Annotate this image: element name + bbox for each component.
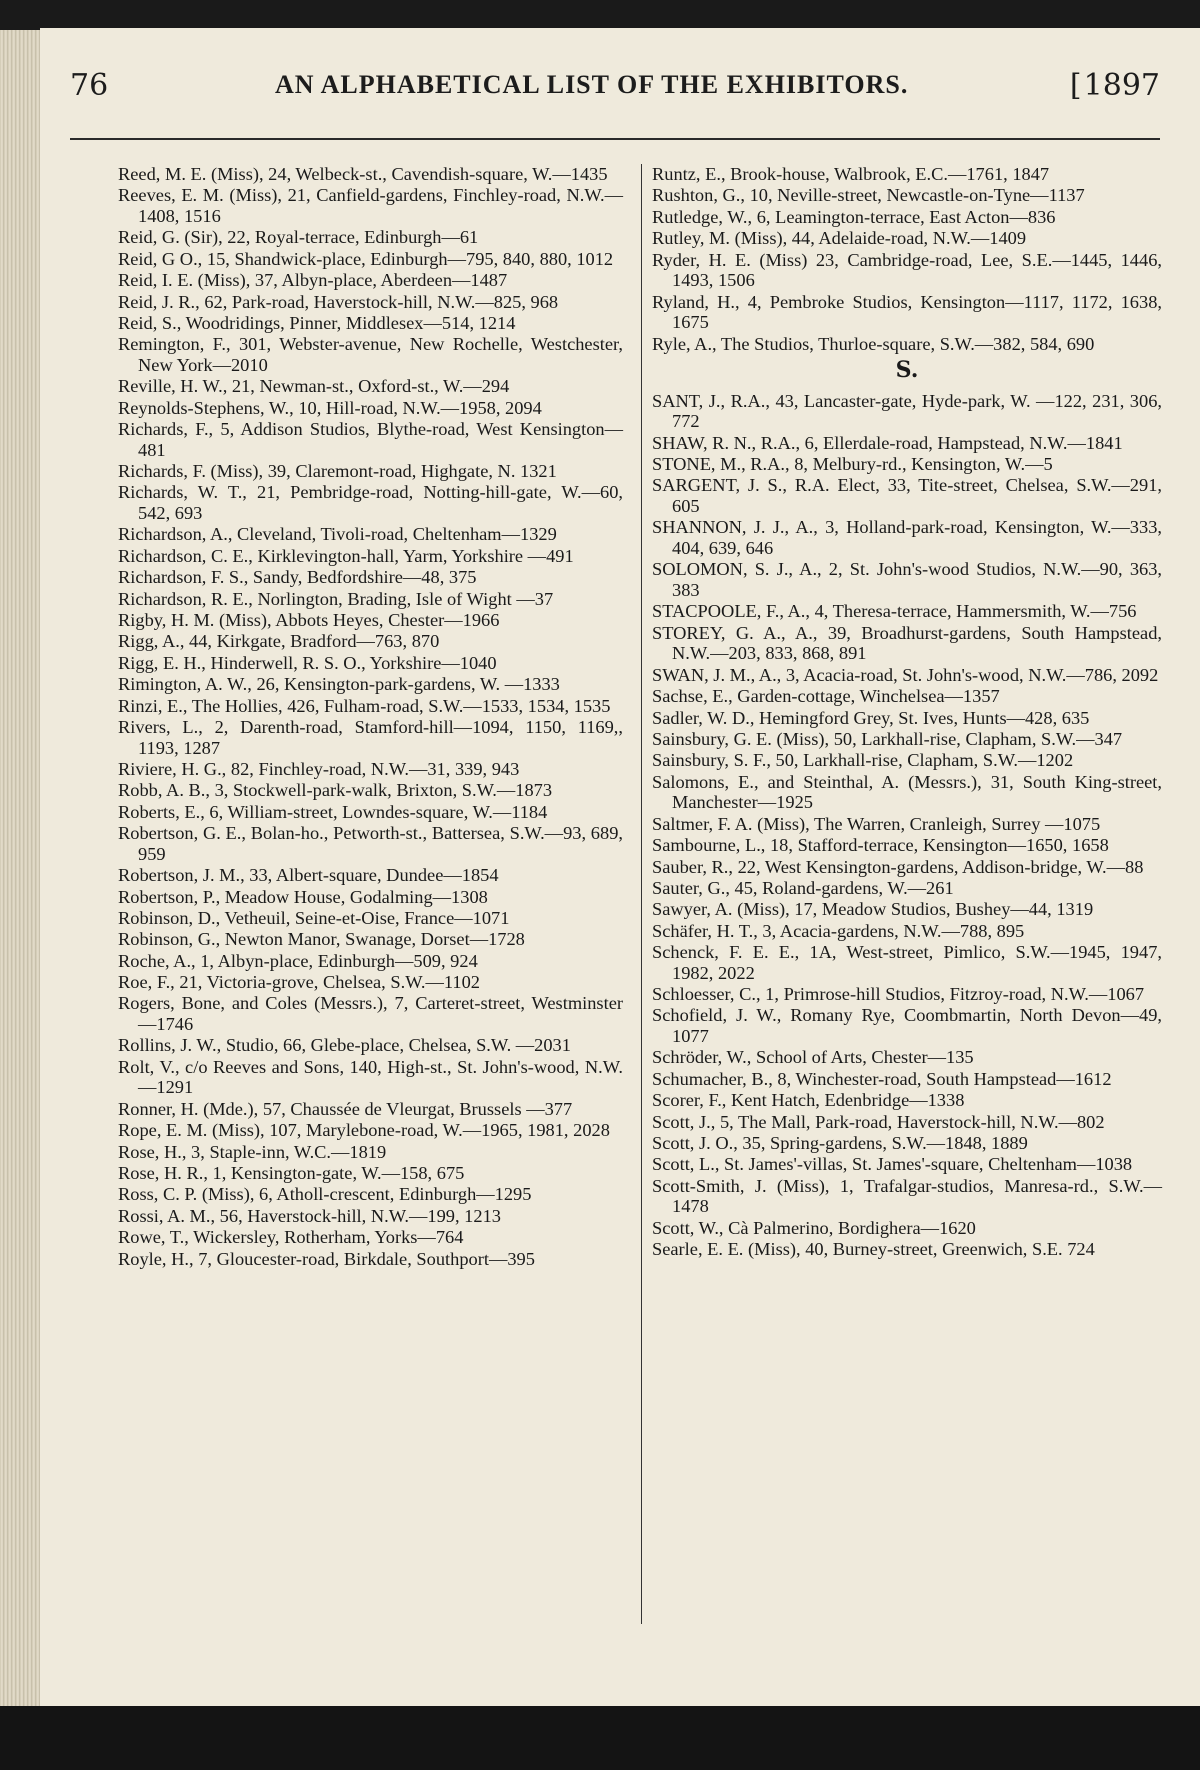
- list-item: Roche, A., 1, Albyn-place, Edinburgh—509, 924: [118, 950, 478, 971]
- list-item: Salomons, E., and Steinthal, A. (Messrs.), 31, South King-street, Manchester—1925: [652, 771, 1162, 813]
- list-item: Reed, M. E. (Miss), 24, Welbeck-st., Cavendish-square, W.—1435: [118, 164, 608, 184]
- list-item: Rigg, A., 44, Kirkgate, Bradford—763, 870: [118, 631, 440, 652]
- running-title: AN ALPHABETICAL LIST OF THE EXHIBITORS.: [275, 70, 909, 99]
- list-item: STONE, M., R.A., 8, Melbury-rd., Kensington, W.—5: [652, 454, 1053, 475]
- list-item: Remington, F., 301, Webster-avenue, New Rochelle, Westchester, New York—2010: [118, 334, 623, 375]
- list-item: Richardson, R. E., Norlington, Brading, Isle of Wight —37: [118, 588, 554, 609]
- list-item: Sauter, G., 45, Roland-gardens, W.—261: [652, 877, 954, 898]
- list-item: Ryle, A., The Studios, Thurloe-square, S.W.—382, 584, 690: [652, 333, 1095, 354]
- list-item: Robertson, J. M., 33, Albert-square, Dundee—1854: [118, 865, 499, 886]
- scan-border: [0, 1706, 1200, 1770]
- list-item: Richardson, F. S., Sandy, Bedfordshire—48, 375: [118, 567, 477, 588]
- list-item: Roberts, E., 6, William-street, Lowndes-square, W.—1184: [118, 801, 548, 822]
- list-item: Richards, W. T., 21, Pembridge-road, Notting-hill-gate, W.—60, 542, 693: [118, 482, 623, 524]
- list-item: Sainsbury, S. F., 50, Larkhall-rise, Clapham, S.W.—1202: [652, 750, 1074, 771]
- list-item: Rolt, V., c/o Reeves and Sons, 140, High-st., St. John's-wood, N.W.—1291: [118, 1056, 623, 1098]
- list-item: Robb, A. B., 3, Stockwell-park-walk, Brixton, S.W.—1873: [118, 780, 553, 801]
- list-item: Riviere, H. G., 82, Finchley-road, N.W.—31, 339, 943: [118, 758, 520, 779]
- list-item: Rimington, A. W., 26, Kensington-park-gardens, W. —1333: [118, 674, 560, 695]
- list-item: Rogers, Bone, and Coles (Messrs.), 7, Carteret-street, Westminster—1746: [118, 993, 623, 1035]
- list-item: Rigby, H. M. (Miss), Abbots Heyes, Chester—1966: [118, 610, 500, 631]
- list-item: Richards, F., 5, Addison Studios, Blythe-road, West Kensington—481: [118, 419, 623, 460]
- list-item: SOLOMON, S. J., A., 2, St. John's-wood Studios, N.W.—90, 363, 383: [652, 559, 1162, 601]
- list-item: Robinson, G., Newton Manor, Swanage, Dorset—1728: [118, 929, 525, 950]
- list-item: Robertson, G. E., Bolan-ho., Petworth-st., Battersea, S.W.—93, 689, 959: [118, 823, 623, 864]
- list-item: Scott-Smith, J. (Miss), 1, Trafalgar-studios, Manresa-rd., S.W.—1478: [652, 1175, 1162, 1217]
- right-column: [652, 164, 1162, 1261]
- list-item: Scott, L., St. James'-villas, St. James'-square, Cheltenham—1038: [652, 1154, 1133, 1175]
- list-item: Royle, H., 7, Gloucester-road, Birkdale, Southport—395: [118, 1248, 535, 1269]
- list-item: SWAN, J. M., A., 3, Acacia-road, St. John's-wood, N.W.—786, 2092: [652, 664, 1159, 685]
- list-item: Rope, E. M. (Miss), 107, Marylebone-road, W.—1965, 1981, 2028: [118, 1120, 610, 1141]
- list-item: Sawyer, A. (Miss), 17, Meadow Studios, Bushey—44, 1319: [652, 899, 1094, 920]
- list-item: Ronner, H. (Mde.), 57, Chaussée de Vleurgat, Brussels —377: [118, 1098, 573, 1119]
- list-item: Rigg, E. H., Hinderwell, R. S. O., Yorkshire—1040: [118, 652, 497, 673]
- list-item: Ross, C. P. (Miss), 6, Atholl-crescent, Edinburgh—1295: [118, 1184, 532, 1205]
- list-item: Ryder, H. E. (Miss) 23, Cambridge-road, Lee, S.E.—1445, 1446, 1493, 1506: [652, 249, 1162, 291]
- list-item: Sainsbury, G. E. (Miss), 50, Larkhall-rise, Clapham, S.W.—347: [652, 728, 1123, 749]
- list-item: Rinzi, E., The Hollies, 426, Fulham-road, S.W.—1533, 1534, 1535: [118, 695, 611, 716]
- list-item: Ryland, H., 4, Pembroke Studios, Kensington—1117, 1172, 1638, 1675: [652, 291, 1162, 333]
- page-number: 76: [70, 68, 109, 103]
- list-item: SHAW, R. N., R.A., 6, Ellerdale-road, Hampstead, N.W.—1841: [652, 432, 1123, 453]
- list-item: Schloesser, C., 1, Primrose-hill Studios, Fitzroy-road, N.W.—1067: [652, 984, 1145, 1005]
- list-item: STOREY, G. A., A., 39, Broadhurst-gardens, South Hampstead, N.W.—203, 833, 868, 891: [652, 622, 1162, 664]
- list-item: Schofield, J. W., Romany Rye, Coombmartin, North Devon—49, 1077: [652, 1005, 1162, 1047]
- list-item: Scott, W., Cà Palmerino, Bordighera—1620: [652, 1217, 976, 1238]
- list-item: Schumacher, B., 8, Winchester-road, South Hampstead—1612: [652, 1068, 1112, 1089]
- list-item: Schröder, W., School of Arts, Chester—135: [652, 1047, 974, 1068]
- list-item: Scott, J., 5, The Mall, Park-road, Haverstock-hill, N.W.—802: [652, 1111, 1105, 1132]
- list-item: Rossi, A. M., 56, Haverstock-hill, N.W.—199, 1213: [118, 1205, 501, 1226]
- list-item: Robinson, D., Vetheuil, Seine-et-Oise, France—1071: [118, 907, 510, 928]
- list-item: Saltmer, F. A. (Miss), The Warren, Cranleigh, Surrey —1075: [652, 813, 1101, 834]
- list-item: Scott, J. O., 35, Spring-gardens, S.W.—1848, 1889: [652, 1133, 1028, 1154]
- list-item: Rutley, M. (Miss), 44, Adelaide-road, N.W.—1409: [652, 228, 1027, 249]
- list-item: Schäfer, H. T., 3, Acacia-gardens, N.W.—788, 895: [652, 920, 1025, 941]
- section-heading: S.: [895, 357, 919, 384]
- list-item: Rutledge, W., 6, Leamington-terrace, East Acton—836: [652, 206, 1056, 227]
- list-item: Richardson, C. E., Kirklevington-hall, Yarm, Yorkshire —491: [118, 545, 574, 566]
- list-item: Sauber, R., 22, West Kensington-gardens, Addison-bridge, W.—88: [652, 856, 1144, 877]
- list-item: Roe, F., 21, Victoria-grove, Chelsea, S.W.—1102: [118, 972, 480, 993]
- list-item: Runtz, E., Brook-house, Walbrook, E.C.—1761, 1847: [652, 164, 1050, 184]
- list-item: Rushton, G., 10, Neville-street, Newcastle-on-Tyne—1137: [652, 185, 1085, 206]
- list-item: Rose, H., 3, Staple-inn, W.C.—1819: [118, 1141, 387, 1162]
- column-divider: [641, 164, 642, 1624]
- list-item: Robertson, P., Meadow House, Godalming—1308: [118, 886, 488, 907]
- list-item: SHANNON, J. J., A., 3, Holland-park-road, Kensington, W.—333, 404, 639, 646: [652, 517, 1162, 559]
- list-item: Schenck, F. E. E., 1A, West-street, Pimlico, S.W.—1945, 1947, 1982, 2022: [652, 942, 1162, 983]
- list-item: Reid, S., Woodridings, Pinner, Middlesex—514, 1214: [118, 312, 516, 333]
- list-item: SARGENT, J. S., R.A. Elect, 33, Tite-street, Chelsea, S.W.—291, 605: [652, 475, 1162, 517]
- list-item: Sachse, E., Garden-cottage, Winchelsea—1357: [652, 686, 1000, 707]
- page-header: [70, 68, 1160, 118]
- list-item: Rose, H. R., 1, Kensington-gate, W.—158, 675: [118, 1162, 465, 1183]
- list-item: Reid, J. R., 62, Park-road, Haverstock-hill, N.W.—825, 968: [118, 291, 559, 312]
- list-item: Richardson, A., Cleveland, Tivoli-road, Cheltenham—1329: [118, 524, 557, 545]
- list-item: Sadler, W. D., Hemingford Grey, St. Ives, Hunts—428, 635: [652, 707, 1090, 728]
- list-item: Reid, G. (Sir), 22, Royal-terrace, Edinburgh—61: [118, 227, 479, 248]
- list-item: Rowe, T., Wickersley, Rotherham, Yorks—764: [118, 1227, 464, 1248]
- header-rule: [70, 138, 1160, 140]
- year-label: [ 1897: [1070, 68, 1160, 103]
- list-item: STACPOOLE, F., A., 4, Theresa-terrace, Hammersmith, W.—756: [652, 601, 1137, 622]
- list-item: Reynolds-Stephens, W., 10, Hill-road, N.W.—1958, 2094: [118, 397, 542, 418]
- list-item: Rivers, L., 2, Darenth-road, Stamford-hill—1094, 1150, 1169,, 1193, 1287: [118, 716, 623, 758]
- list-item: Rollins, J. W., Studio, 66, Glebe-place, Chelsea, S.W. —2031: [118, 1035, 571, 1056]
- list-item: Reeves, E. M. (Miss), 21, Canfield-gardens, Finchley-road, N.W.—1408, 1516: [118, 185, 623, 226]
- list-item: Richards, F. (Miss), 39, Claremont-road, Highgate, N. 1321: [118, 461, 557, 482]
- left-column: [118, 164, 623, 1270]
- list-item: Reville, H. W., 21, Newman-st., Oxford-st., W.—294: [118, 376, 510, 397]
- list-item: Searle, E. E. (Miss), 40, Burney-street, Greenwich, S.E. 724: [652, 1239, 1095, 1260]
- list-item: Sambourne, L., 18, Stafford-terrace, Kensington—1650, 1658: [652, 835, 1109, 856]
- list-item: Reid, G O., 15, Shandwick-place, Edinburgh—795, 840, 880, 1012: [118, 248, 614, 269]
- list-item: Scorer, F., Kent Hatch, Edenbridge—1338: [652, 1090, 965, 1111]
- list-item: SANT, J., R.A., 43, Lancaster-gate, Hyde-park, W. —122, 231, 306, 772: [652, 390, 1162, 432]
- list-item: Reid, I. E. (Miss), 37, Albyn-place, Aberdeen—1487: [118, 270, 508, 291]
